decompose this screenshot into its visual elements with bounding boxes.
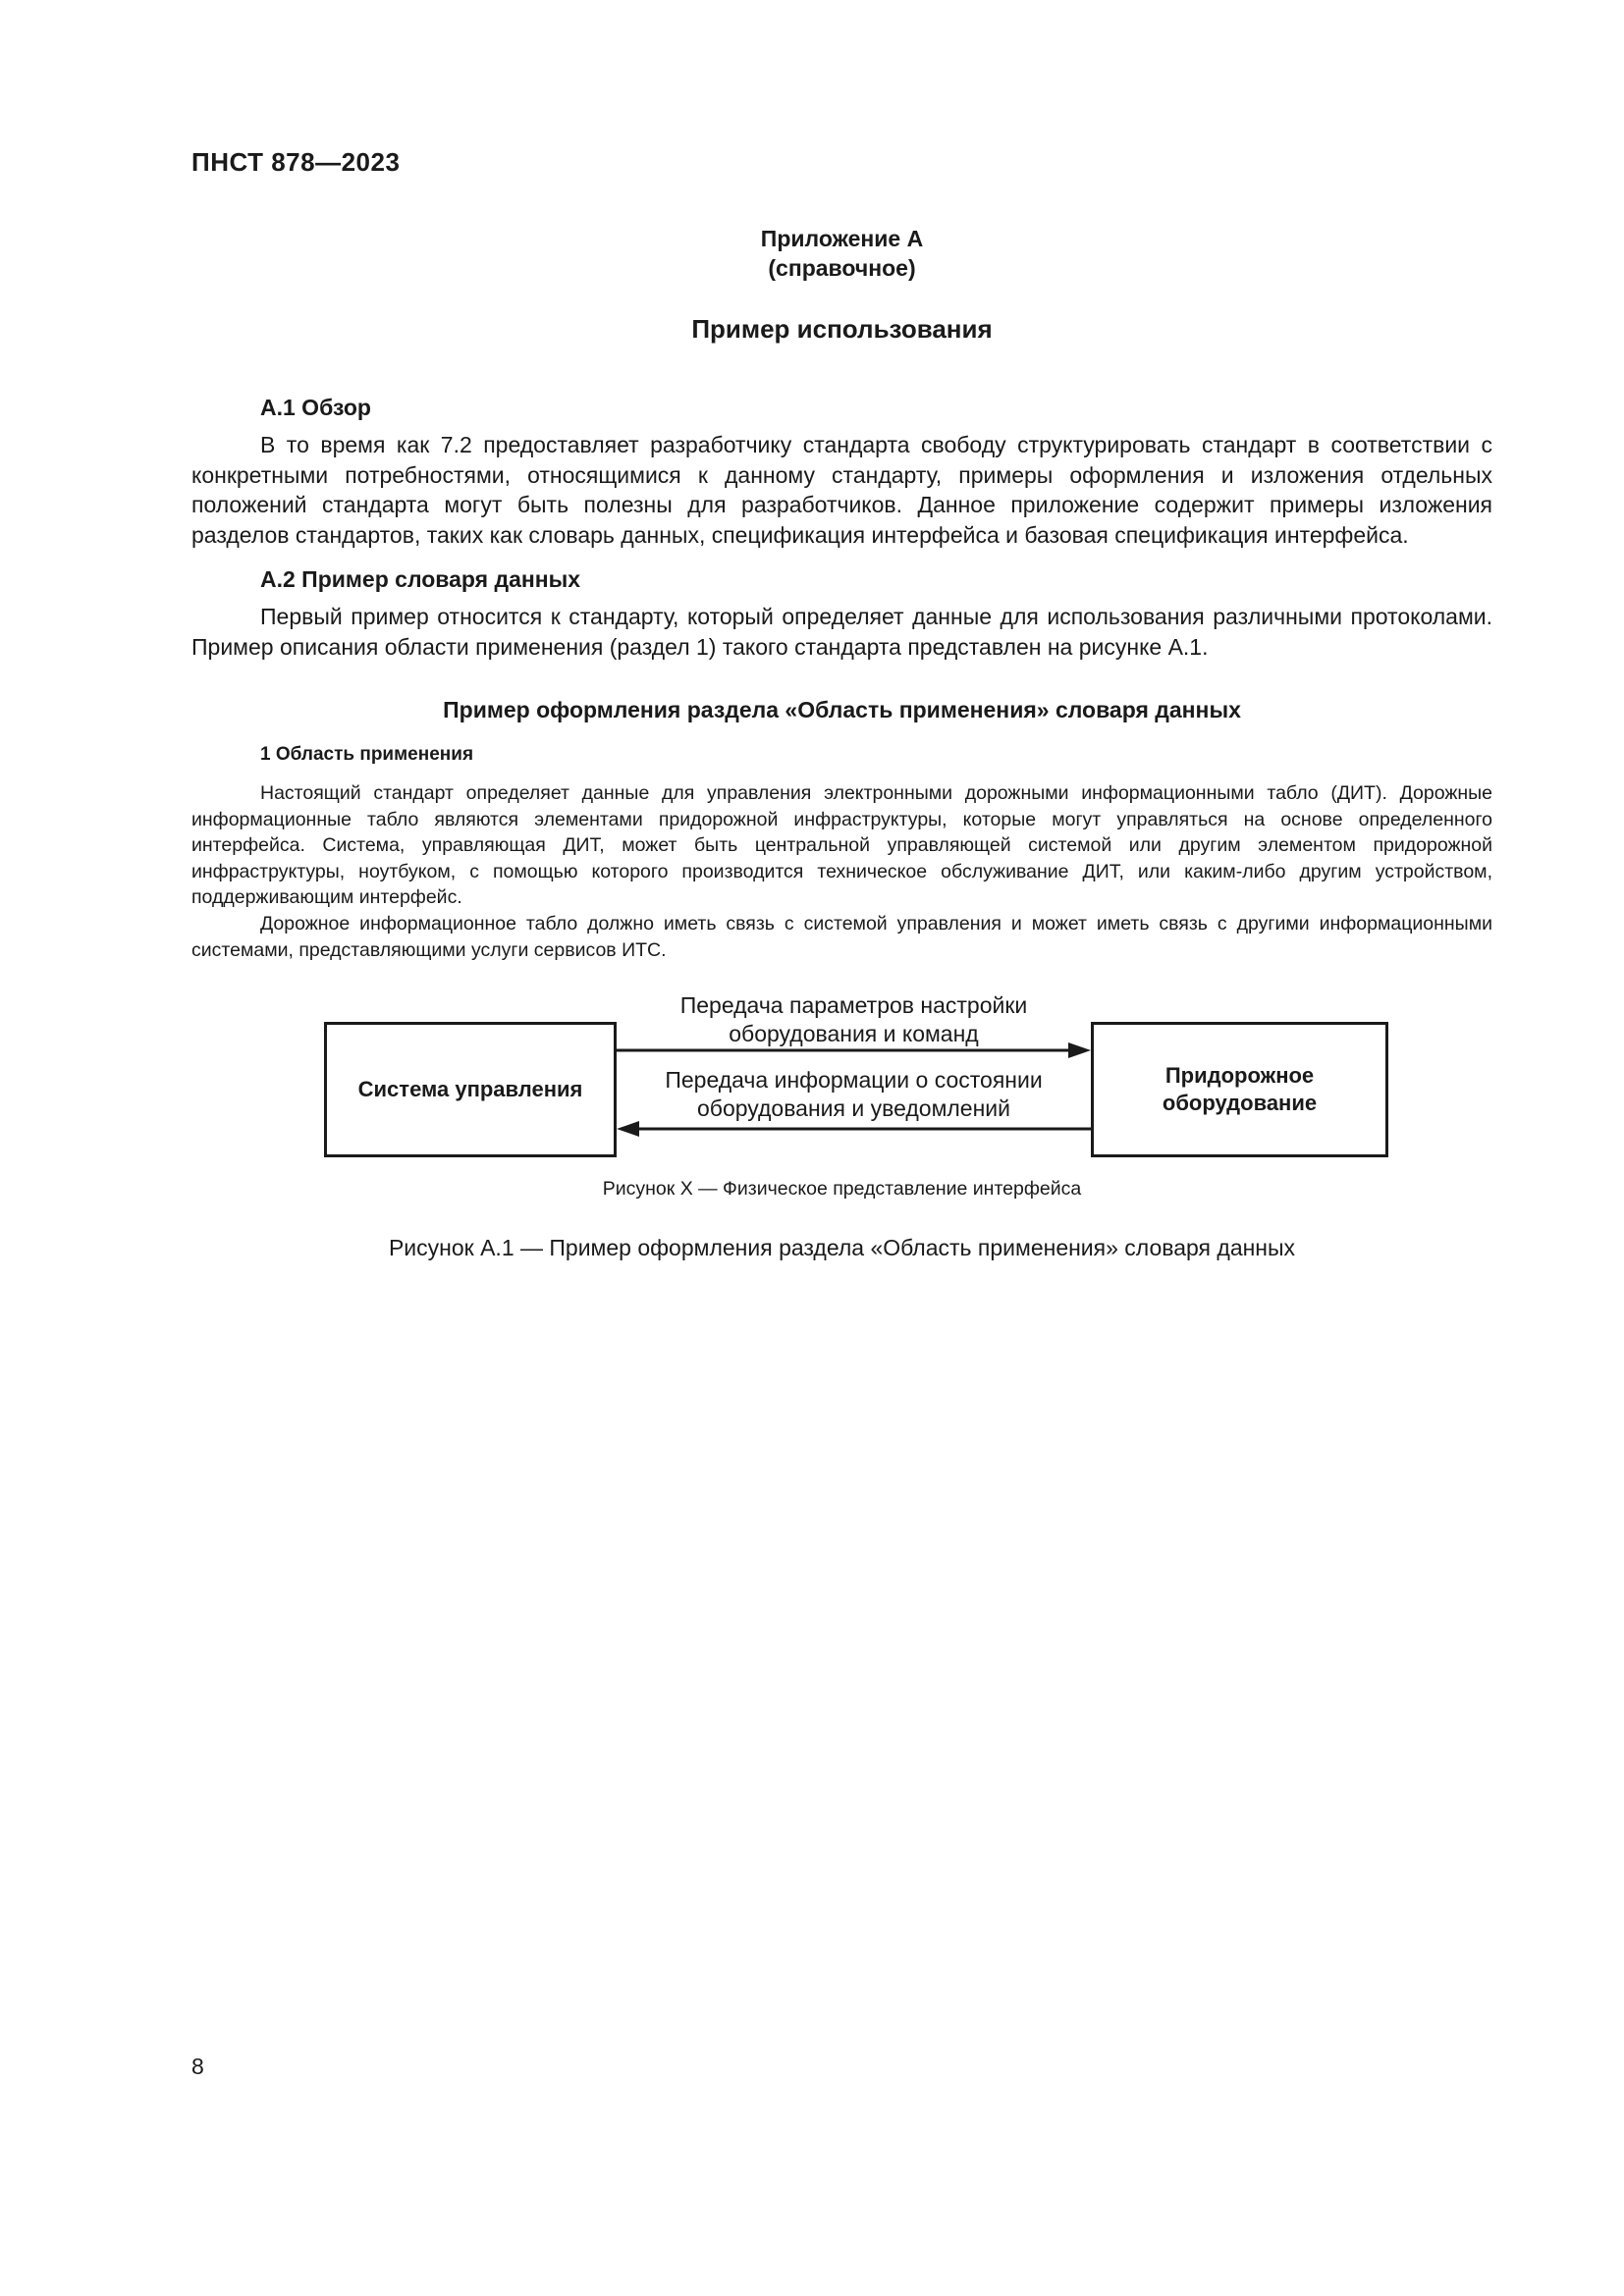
arrow-left-label-line2: оборудования и уведомлений — [696, 1095, 1010, 1121]
annex-title: Приложение А — [760, 226, 924, 251]
arrow-left-label — [617, 1066, 1091, 1123]
document-id: ПНСТ 878—2023 — [191, 147, 401, 177]
section-a1-heading: А.1 Обзор — [260, 395, 371, 420]
figure-a1-caption: Рисунок А.1 — Пример оформления раздела «Область применения» словаря данных — [388, 1235, 1296, 1260]
arrow-left-label-line1: Передача информации о состоянии — [665, 1067, 1043, 1093]
section-a2-text: Первый пример относится к стандарту, который определяет данные для использования различными протоколами. Пример описания области применения (раздел 1) такого стандарта представлен на рисунке А.1. — [191, 604, 1492, 660]
arrow-right-label-line2: оборудования и команд — [729, 1021, 979, 1046]
section-a2-heading: А.2 Пример словаря данных — [260, 566, 581, 592]
arrow-to-control-system — [617, 1121, 1091, 1137]
roadside-equipment-label: Придорожное оборудование — [1162, 1063, 1318, 1115]
section-a1-text: В то время как 7.2 предоставляет разработчику стандарта свободу структурировать стандарт в соответствии с конкретными потребностями, относящимися к данному стандарту, примеры оформления и изложения отдельных положений стандарта могут быть полезны для разработчиков. Данное приложение содержит примеры изложения разделов стандартов, таких как словарь данных, спецификация интерфейса и базовая спецификация интерфейса. — [191, 432, 1492, 548]
scope-paragraph-2: Дорожное информационное табло должно иметь связь с системой управления и может иметь связь с другими информационными системами, представляющими услуги сервисов ИТС. — [191, 913, 1492, 961]
annex-main-title: Пример использования — [691, 314, 993, 344]
annex-kind: (справочное) — [768, 255, 916, 281]
example-title: Пример оформления раздела «Область применения» словаря данных — [443, 697, 1241, 722]
arrow-right-label — [617, 991, 1091, 1048]
scope-heading: 1 Область применения — [260, 744, 474, 765]
scope-paragraph-1: Настоящий стандарт определяет данные для управления электронными дорожными информационными табло (ДИТ). Дорожные информационные табло являются элементами придорожной инфраструктуры, которые могут управляться на основе определенного интерфейса. Система, управляющая ДИТ, может быть центральной управляющей системой или другим элементом придорожной инфраструктуры, ноутбуком, с помощью которого производится техническое обслуживание ДИТ, или каким-либо другим устройством, поддерживающим интерфейс. — [191, 782, 1492, 908]
control-system-label: Система управления — [357, 1077, 583, 1101]
arrow-right-label-line1: Передача параметров настройки — [679, 992, 1028, 1018]
page-number: 8 — [191, 2054, 204, 2079]
figure-x-caption: Рисунок Х — Физическое представление интерфейса — [602, 1178, 1082, 1200]
